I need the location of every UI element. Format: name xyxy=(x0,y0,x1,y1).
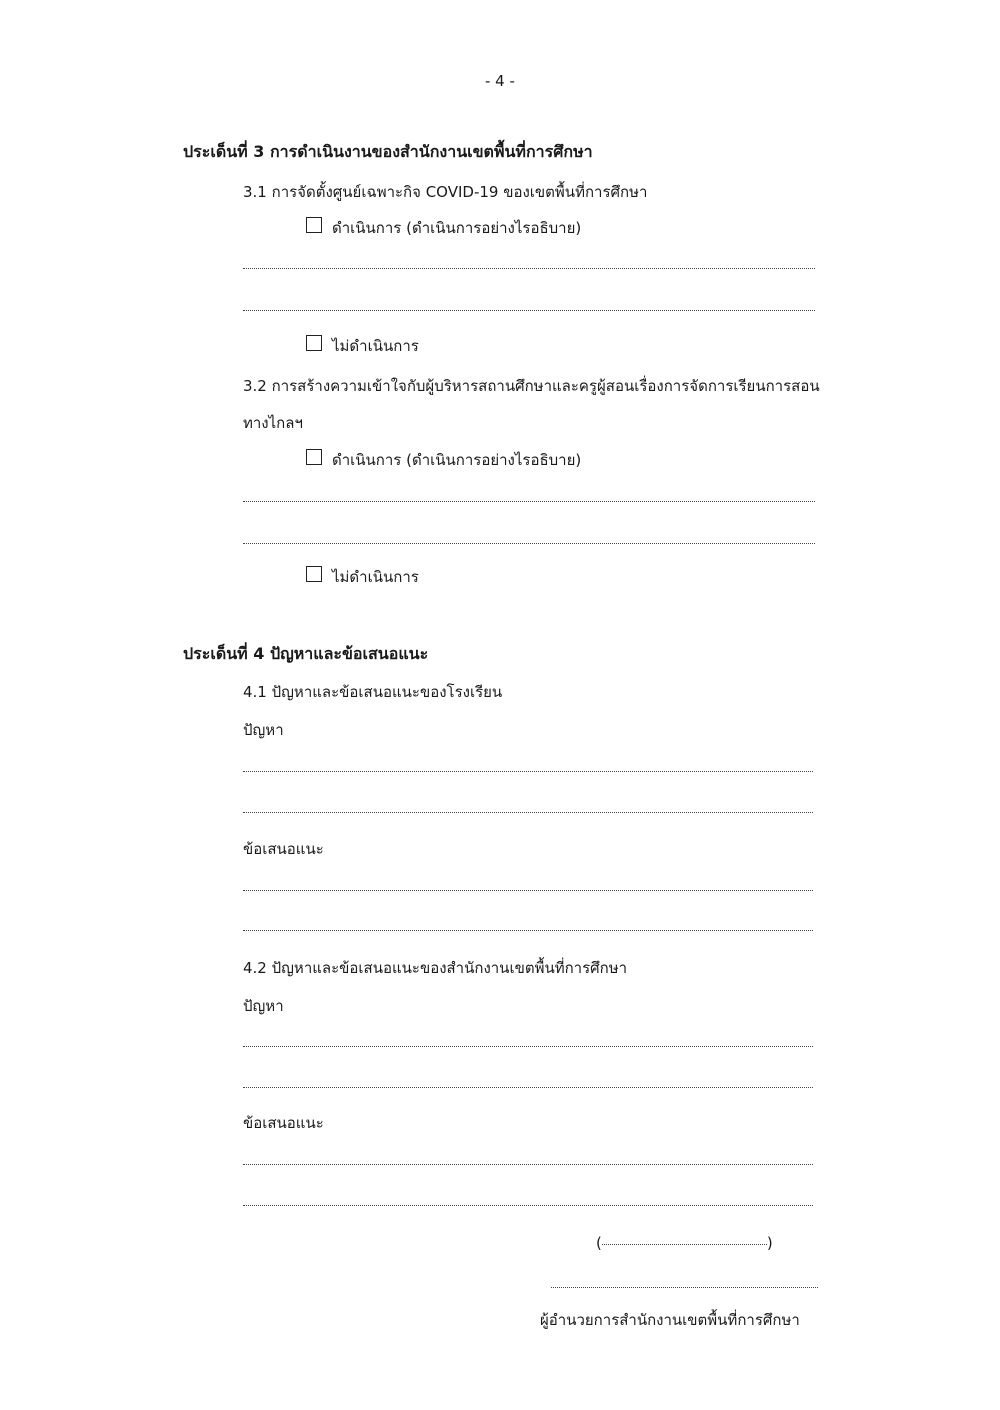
item-3-2-not-done-label: ไม่ดำเนินการ xyxy=(332,568,419,586)
signature-name-line[interactable] xyxy=(602,1244,767,1245)
item-4-2-title: 4.2 ปัญหาและข้อเสนอแนะของสำนักงานเขตพื้นที่การศึกษา xyxy=(243,959,628,977)
item-4-2-problem-line-2[interactable] xyxy=(243,1087,813,1088)
item-3-2-done-checkbox[interactable] xyxy=(306,449,322,465)
item-4-1-suggestion-label: ข้อเสนอแนะ xyxy=(243,840,324,858)
item-4-2-suggestion-line-1[interactable] xyxy=(243,1164,813,1165)
item-4-1-problem-line-2[interactable] xyxy=(243,812,813,813)
item-3-1-answer-line-1[interactable] xyxy=(243,268,815,269)
item-4-1-suggestion-line-2[interactable] xyxy=(243,930,813,931)
item-4-2-problem-line-1[interactable] xyxy=(243,1046,813,1047)
item-4-1-problem-line-1[interactable] xyxy=(243,771,813,772)
item-4-1-title: 4.1 ปัญหาและข้อเสนอแนะของโรงเรียน xyxy=(243,683,503,701)
item-3-1-done-label: ดำเนินการ (ดำเนินการอย่างไรอธิบาย) xyxy=(332,219,582,237)
item-3-2-done-label: ดำเนินการ (ดำเนินการอย่างไรอธิบาย) xyxy=(332,451,582,469)
section-3-heading: ประเด็นที่ 3 การดำเนินงานของสำนักงานเขตพื้นที่การศึกษา xyxy=(183,142,593,161)
item-3-1-done-checkbox[interactable] xyxy=(306,217,322,233)
item-3-2-answer-line-1[interactable] xyxy=(243,501,815,502)
item-3-2-not-done-checkbox[interactable] xyxy=(306,566,322,582)
item-3-2-answer-line-2[interactable] xyxy=(243,543,815,544)
item-3-1-answer-line-2[interactable] xyxy=(243,310,815,311)
item-3-1-not-done-checkbox[interactable] xyxy=(306,335,322,351)
item-3-1-title: 3.1 การจัดตั้งศูนย์เฉพาะกิจ COVID-19 ของเขตพื้นที่การศึกษา xyxy=(243,183,648,201)
item-4-2-problem-label: ปัญหา xyxy=(243,997,284,1015)
item-4-2-suggestion-label: ข้อเสนอแนะ xyxy=(243,1114,324,1132)
item-4-2-suggestion-line-2[interactable] xyxy=(243,1205,813,1206)
signature-open-paren: ( xyxy=(596,1234,602,1252)
signature-close-paren: ) xyxy=(766,1234,773,1252)
page-number: - 4 - xyxy=(485,72,515,90)
item-3-1-not-done-label: ไม่ดำเนินการ xyxy=(332,337,419,355)
item-4-1-suggestion-line-1[interactable] xyxy=(243,890,813,891)
section-4-heading: ประเด็นที่ 4 ปัญหาและข้อเสนอแนะ xyxy=(183,644,429,663)
item-4-1-problem-label: ปัญหา xyxy=(243,721,284,739)
signature-line[interactable] xyxy=(551,1287,818,1288)
item-3-2-title-line-1: 3.2 การสร้างความเข้าใจกับผู้บริหารสถานศึกษาและครูผู้สอนเรื่องการจัดการเรียนการสอน xyxy=(243,377,820,395)
signature-title: ผู้อำนวยการสำนักงานเขตพื้นที่การศึกษา xyxy=(540,1311,800,1329)
item-3-2-title-line-2: ทางไกลฯ xyxy=(243,414,303,432)
signature-name-field[interactable] xyxy=(596,1234,773,1252)
